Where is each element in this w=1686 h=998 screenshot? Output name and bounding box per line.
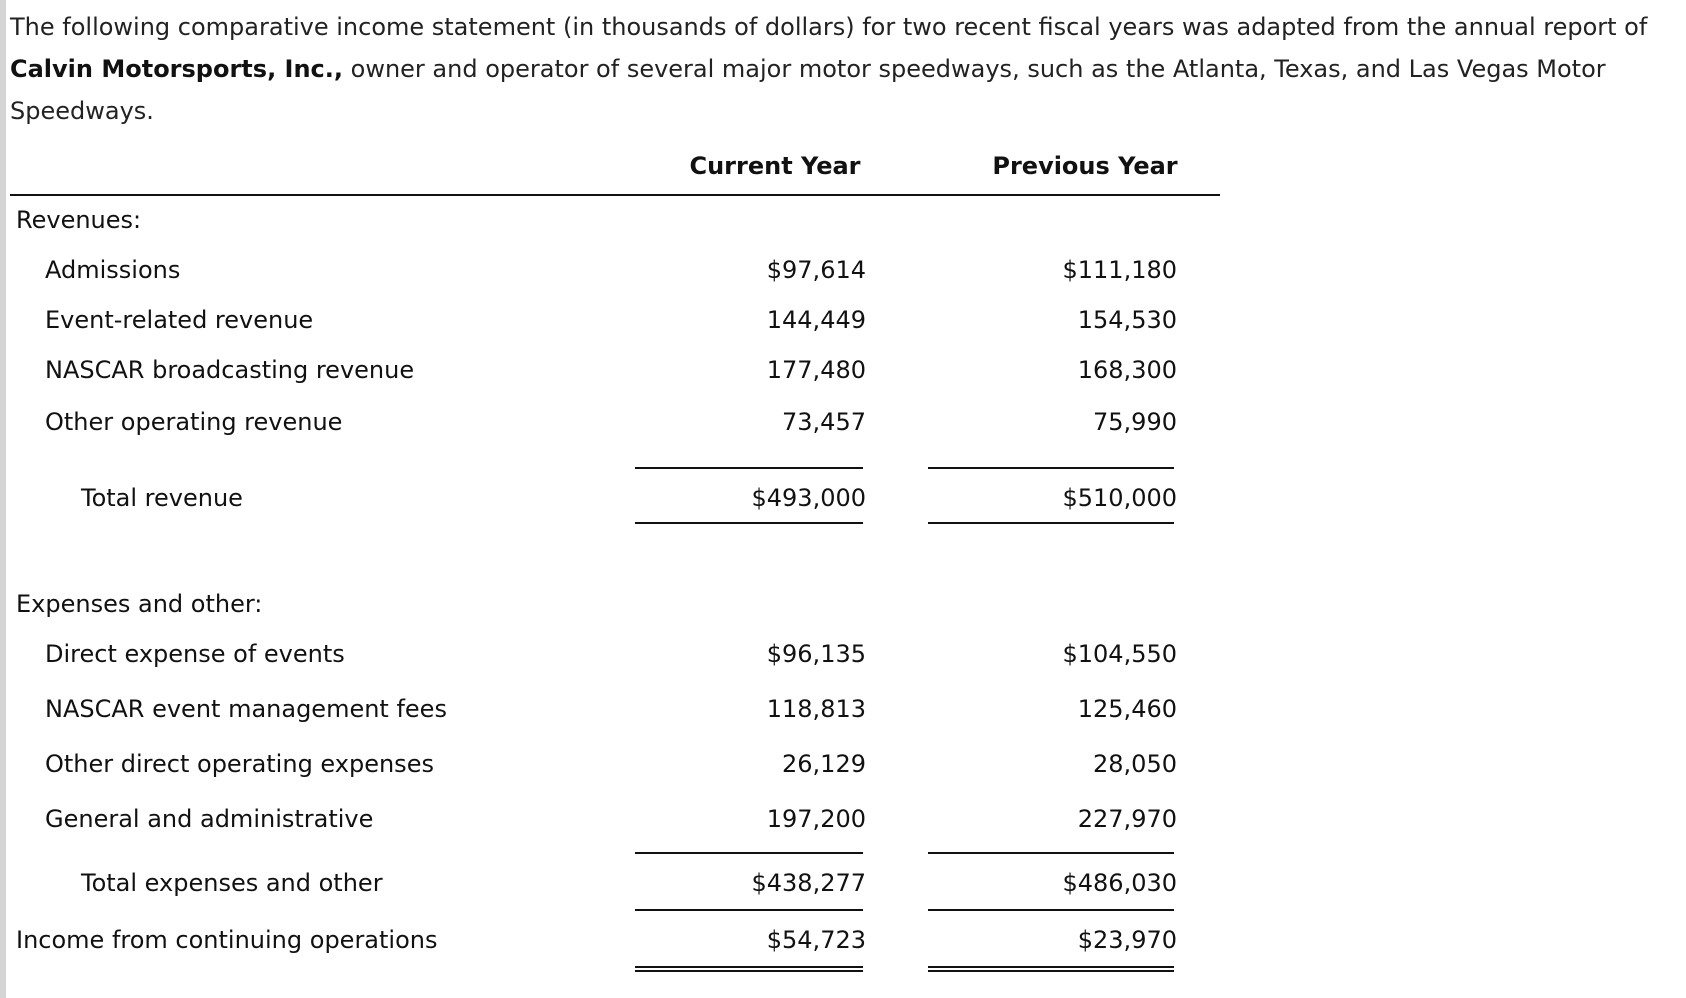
previous-value: $23,970 — [1077, 926, 1177, 954]
current-value: $493,000 — [751, 484, 866, 512]
previous-value: 227,970 — [1077, 805, 1177, 833]
row-label: Direct expense of events — [45, 640, 345, 668]
row-label: Income from continuing operations — [16, 926, 438, 954]
row-label: NASCAR broadcasting revenue — [45, 356, 415, 384]
current-value: $96,135 — [766, 640, 866, 668]
section-label: Expenses and other: — [16, 590, 263, 618]
subtotal-rule-current — [635, 467, 863, 469]
previous-value: 75,990 — [1093, 408, 1177, 436]
header-rule — [10, 194, 1220, 196]
current-value: 73,457 — [782, 408, 866, 436]
header-previous-year: Previous Year — [992, 152, 1178, 180]
table-row — [10, 640, 1220, 680]
current-value: $97,614 — [766, 256, 866, 284]
table-row — [10, 356, 1220, 396]
row-label: Event-related revenue — [45, 306, 314, 334]
income-statement-table — [10, 0, 1220, 998]
total-rule-previous — [928, 909, 1174, 911]
current-value: $438,277 — [751, 869, 866, 897]
subtotal-rule-current — [635, 852, 863, 854]
double-rule-previous — [928, 966, 1174, 972]
previous-value: $510,000 — [1062, 484, 1177, 512]
total-row-revenue — [10, 484, 1220, 524]
current-value: 177,480 — [766, 356, 866, 384]
table-row — [10, 256, 1220, 296]
row-label: Other operating revenue — [45, 408, 343, 436]
current-value: 26,129 — [782, 750, 866, 778]
row-label: Total revenue — [81, 484, 243, 512]
row-label: Total expenses and other — [81, 869, 383, 897]
previous-value: $486,030 — [1062, 869, 1177, 897]
intro-prefix: The following comparative income statement (in thousands of dollars) for two recent fiscal years was adapted from the annual report of — [10, 13, 1648, 41]
subtotal-rule-previous — [928, 467, 1174, 469]
current-value: 118,813 — [766, 695, 866, 723]
double-rule-current — [635, 966, 863, 972]
intro-suffix: owner and operator of several major motor speedways, such as the Atlanta, Texas, and Las Vegas Motor Speedways. — [10, 55, 1606, 125]
current-value: 197,200 — [766, 805, 866, 833]
total-rule-current — [635, 522, 863, 524]
header-current-year: Current Year — [689, 152, 861, 180]
table-row — [10, 750, 1220, 790]
subtotal-rule-previous — [928, 852, 1174, 854]
income-row — [10, 926, 1220, 966]
current-value: 144,449 — [766, 306, 866, 334]
section-title-revenues — [10, 206, 1220, 246]
previous-value: $104,550 — [1062, 640, 1177, 668]
previous-value: 125,460 — [1077, 695, 1177, 723]
row-label: General and administrative — [45, 805, 374, 833]
previous-value: $111,180 — [1062, 256, 1177, 284]
previous-value: 154,530 — [1077, 306, 1177, 334]
row-label: Other direct operating expenses — [45, 750, 434, 778]
total-row-expenses — [10, 869, 1220, 909]
company-name: Calvin Motorsports, Inc., — [10, 55, 344, 83]
row-label: NASCAR event management fees — [45, 695, 447, 723]
section-label: Revenues: — [16, 206, 142, 234]
current-value: $54,723 — [766, 926, 866, 954]
total-rule-current — [635, 909, 863, 911]
row-label: Admissions — [45, 256, 181, 284]
table-row — [10, 695, 1220, 735]
section-title-expenses — [10, 590, 1220, 630]
table-row — [10, 805, 1220, 845]
table-row — [10, 408, 1220, 448]
previous-value: 28,050 — [1093, 750, 1177, 778]
previous-value: 168,300 — [1077, 356, 1177, 384]
total-rule-previous — [928, 522, 1174, 524]
table-row — [10, 306, 1220, 346]
left-margin-bar — [0, 0, 6, 998]
